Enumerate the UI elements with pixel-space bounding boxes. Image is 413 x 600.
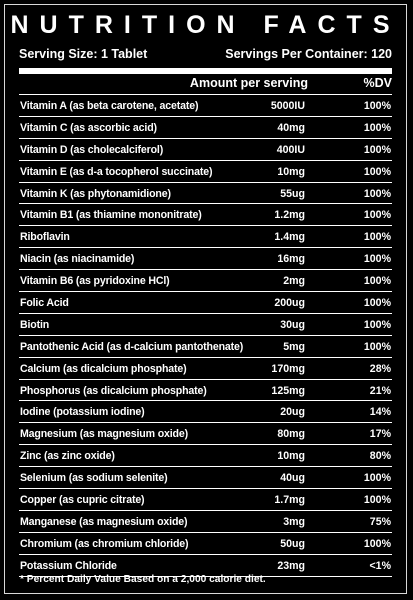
nutrient-name: Iodine (potassium iodine) [20, 406, 145, 419]
nutrient-dv: 100% [363, 275, 391, 288]
nutrient-amount: 50ug [280, 537, 305, 550]
nutrient-amount: 80mg [277, 428, 305, 441]
nutrient-name: Vitamin B6 (as pyridoxine HCl) [20, 275, 170, 288]
nutrient-name: Vitamin D (as cholecalciferol) [20, 143, 164, 156]
nutrient-name: Zinc (as zinc oxide) [20, 450, 115, 463]
nutrient-name: Vitamin B1 (as thiamine mononitrate) [20, 209, 202, 222]
table-row [19, 423, 392, 445]
nutrient-name: Pantothenic Acid (as d-calcium pantothenate) [20, 340, 244, 353]
nutrient-dv: 100% [363, 472, 391, 485]
nutrient-amount: 3mg [283, 515, 305, 528]
nutrient-amount: 400IU [276, 143, 305, 156]
nutrient-dv: 100% [363, 537, 391, 550]
nutrient-dv: 100% [363, 165, 391, 178]
nutrient-dv: 80% [369, 450, 391, 463]
nutrient-name: Vitamin C (as ascorbic acid) [20, 121, 157, 134]
nutrient-dv: 100% [363, 231, 391, 244]
nutrient-amount: 200ug [274, 297, 305, 310]
nutrient-dv: 100% [363, 297, 391, 310]
nutrient-amount: 23mg [277, 559, 305, 572]
nutrient-dv: 100% [363, 121, 391, 134]
table-row [19, 380, 392, 402]
nutrient-amount: 16mg [277, 253, 305, 266]
amount-header: Amount per serving [189, 76, 308, 90]
table-row [19, 226, 392, 248]
nutrient-dv: 28% [369, 362, 391, 375]
nutrient-name: Chromium (as chromium chloride) [20, 537, 189, 550]
footnote: * Percent Daily Value Based on a 2,000 calorie diet. [20, 574, 266, 585]
table-row [19, 314, 392, 336]
nutrient-name: Manganese (as magnesium oxide) [20, 515, 188, 528]
table-row [19, 95, 392, 117]
dv-header: %DV [363, 76, 392, 90]
nutrient-name: Calcium (as dicalcium phosphate) [20, 362, 187, 375]
nutrient-dv: 100% [363, 253, 391, 266]
table-row [19, 445, 392, 467]
nutrient-name: Biotin [20, 318, 50, 331]
nutrient-table [19, 95, 392, 577]
nutrient-dv: 100% [363, 100, 391, 112]
table-row [19, 292, 392, 314]
nutrient-amount: 20ug [280, 406, 305, 419]
table-row [19, 204, 392, 226]
nutrient-name: Magnesium (as magnesium oxide) [20, 428, 188, 441]
nutrient-name: Folic Acid [20, 297, 69, 310]
table-row [19, 117, 392, 139]
nutrient-amount: 40mg [277, 121, 305, 134]
nutrient-name: Vitamin E (as d-a tocopherol succinate) [20, 165, 213, 178]
nutrient-dv: <1% [369, 559, 391, 572]
column-header [19, 74, 392, 93]
nutrient-dv: 17% [369, 428, 391, 441]
nutrient-dv: 100% [363, 209, 391, 222]
nutrient-amount: 1.2mg [274, 209, 305, 222]
nutrient-dv: 14% [369, 406, 391, 419]
serving-info [19, 47, 392, 65]
nutrient-name: Selenium (as sodium selenite) [20, 472, 168, 485]
nutrient-dv: 100% [363, 494, 391, 507]
table-row [19, 336, 392, 358]
table-row [19, 533, 392, 555]
nutrient-amount: 40ug [280, 472, 305, 485]
servings-per-container: Servings Per Container: 120 [225, 47, 392, 61]
nutrient-dv: 100% [363, 318, 391, 331]
table-row [19, 401, 392, 423]
nutrient-amount: 10mg [277, 450, 305, 463]
nutrient-amount: 1.7mg [274, 494, 305, 507]
panel-title: NUTRITION FACTS [10, 11, 401, 39]
table-row [19, 161, 392, 183]
nutrient-dv: 100% [363, 340, 391, 353]
table-row [19, 270, 392, 292]
nutrient-amount: 170mg [271, 362, 305, 375]
nutrient-dv: 21% [369, 384, 391, 397]
serving-size: Serving Size: 1 Tablet [19, 47, 148, 61]
nutrition-facts-panel [4, 4, 407, 594]
table-row [19, 511, 392, 533]
table-row [19, 248, 392, 270]
nutrient-amount: 2mg [283, 275, 305, 288]
nutrient-amount: 55ug [280, 187, 305, 200]
nutrient-amount: 5mg [283, 340, 305, 353]
table-row [19, 183, 392, 205]
table-row [19, 139, 392, 161]
nutrient-name: Copper (as cupric citrate) [20, 494, 145, 507]
nutrient-name: Niacin (as niacinamide) [20, 253, 135, 266]
nutrient-dv: 100% [363, 187, 391, 200]
nutrient-amount: 1.4mg [274, 231, 305, 244]
nutrient-dv: 75% [369, 515, 391, 528]
nutrient-amount: 10mg [277, 165, 305, 178]
table-row [19, 467, 392, 489]
table-row [19, 489, 392, 511]
nutrient-amount: 30ug [280, 318, 305, 331]
nutrient-name: Riboflavin [20, 231, 70, 244]
nutrient-amount: 125mg [271, 384, 305, 397]
nutrient-name: Phosphorus (as dicalcium phosphate) [20, 384, 207, 397]
nutrient-name: Potassium Chloride [20, 559, 117, 572]
nutrient-dv: 100% [363, 143, 391, 156]
table-row [19, 358, 392, 380]
nutrient-name: Vitamin K (as phytonamidione) [20, 187, 171, 200]
nutrient-amount: 5000IU [270, 100, 305, 112]
nutrient-name: Vitamin A (as beta carotene, acetate) [20, 100, 199, 112]
